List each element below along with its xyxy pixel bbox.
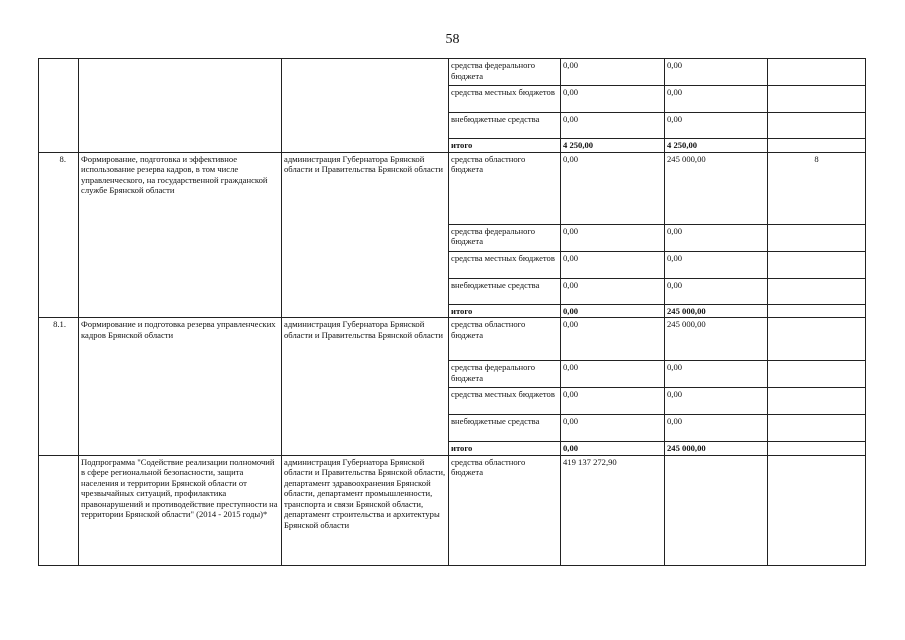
cell-source: средства областного бюджета <box>449 152 561 224</box>
cell-source: средства местных бюджетов <box>449 86 561 113</box>
cell-extra <box>768 278 866 304</box>
cell-extra <box>768 361 866 388</box>
cell-executor: администрация Губернатора Брянской области и Правительства Брянской области <box>282 152 449 318</box>
cell-value-2: 0,00 <box>665 361 768 388</box>
cell-value-1: 4 250,00 <box>561 139 665 153</box>
cell-source: итого <box>449 139 561 153</box>
cell-extra <box>768 415 866 442</box>
cell-extra <box>768 388 866 415</box>
cell-num <box>39 59 79 153</box>
cell-source: внебюджетные средства <box>449 278 561 304</box>
cell-value-1: 0,00 <box>561 304 665 318</box>
cell-value-2: 0,00 <box>665 251 768 278</box>
cell-name: Формирование, подготовка и эффективное использование резерва кадров, в том числе управленческого, на государственной гражданской службе Брянской области <box>79 152 282 318</box>
cell-executor: администрация Губернатора Брянской области и Правительства Брянской области <box>282 318 449 456</box>
cell-value-1: 0,00 <box>561 278 665 304</box>
cell-extra <box>768 442 866 456</box>
cell-value-1: 0,00 <box>561 415 665 442</box>
cell-source: внебюджетные средства <box>449 415 561 442</box>
cell-extra: 8 <box>768 152 866 224</box>
cell-source: средства областного бюджета <box>449 455 561 565</box>
cell-source: средства федерального бюджета <box>449 224 561 251</box>
cell-extra <box>768 224 866 251</box>
cell-num: 8.1. <box>39 318 79 456</box>
cell-value-1: 0,00 <box>561 361 665 388</box>
cell-value-1: 0,00 <box>561 318 665 361</box>
cell-source: средства местных бюджетов <box>449 251 561 278</box>
budget-table <box>38 58 866 566</box>
cell-value-1: 0,00 <box>561 442 665 456</box>
cell-executor: администрация Губернатора Брянской области и Правительства Брянской области, департамент здравоохранения Брянской области, департамент промышленности, транспорта и связи Брянской области, департамент строительства и архитектуры Брянской области <box>282 455 449 565</box>
cell-value-1: 0,00 <box>561 388 665 415</box>
cell-value-2: 245 000,00 <box>665 318 768 361</box>
cell-value-2: 0,00 <box>665 86 768 113</box>
cell-source: средства федерального бюджета <box>449 59 561 86</box>
cell-value-1: 419 137 272,90 <box>561 455 665 565</box>
cell-value-2: 0,00 <box>665 224 768 251</box>
cell-value-1: 0,00 <box>561 152 665 224</box>
cell-value-2: 245 000,00 <box>665 152 768 224</box>
cell-value-1: 0,00 <box>561 86 665 113</box>
cell-name: Формирование и подготовка резерва управленческих кадров Брянской области <box>79 318 282 456</box>
cell-source: итого <box>449 304 561 318</box>
cell-extra <box>768 304 866 318</box>
cell-value-2: 245 000,00 <box>665 304 768 318</box>
table-row <box>39 59 866 86</box>
cell-value-2 <box>665 455 768 565</box>
cell-extra <box>768 59 866 86</box>
cell-name <box>79 59 282 153</box>
cell-value-1: 0,00 <box>561 224 665 251</box>
cell-value-1: 0,00 <box>561 251 665 278</box>
cell-num: 8. <box>39 152 79 318</box>
cell-extra <box>768 455 866 565</box>
table-row <box>39 318 866 361</box>
table-row <box>39 152 866 224</box>
cell-value-1: 0,00 <box>561 59 665 86</box>
cell-name: Подпрограмма "Содействие реализации полномочий в сфере региональной безопасности, защита населения и территории Брянской области от чрезвычайных ситуаций, профилактика правонарушений и противодействие преступности на территории Брянской области" (2014 - 2015 годы)* <box>79 455 282 565</box>
cell-value-2: 0,00 <box>665 113 768 139</box>
cell-value-2: 0,00 <box>665 59 768 86</box>
cell-value-1: 0,00 <box>561 113 665 139</box>
cell-extra <box>768 86 866 113</box>
cell-extra <box>768 318 866 361</box>
page-number: 58 <box>445 32 460 47</box>
cell-source: средства федерального бюджета <box>449 361 561 388</box>
cell-value-2: 0,00 <box>665 388 768 415</box>
cell-value-2: 245 000,00 <box>665 442 768 456</box>
cell-num <box>39 455 79 565</box>
cell-extra <box>768 113 866 139</box>
cell-extra <box>768 139 866 153</box>
cell-source: итого <box>449 442 561 456</box>
cell-value-2: 0,00 <box>665 415 768 442</box>
cell-value-2: 0,00 <box>665 278 768 304</box>
cell-source: внебюджетные средства <box>449 113 561 139</box>
table-row <box>39 455 866 565</box>
cell-extra <box>768 251 866 278</box>
cell-source: средства местных бюджетов <box>449 388 561 415</box>
cell-source: средства областного бюджета <box>449 318 561 361</box>
cell-executor <box>282 59 449 153</box>
cell-value-2: 4 250,00 <box>665 139 768 153</box>
